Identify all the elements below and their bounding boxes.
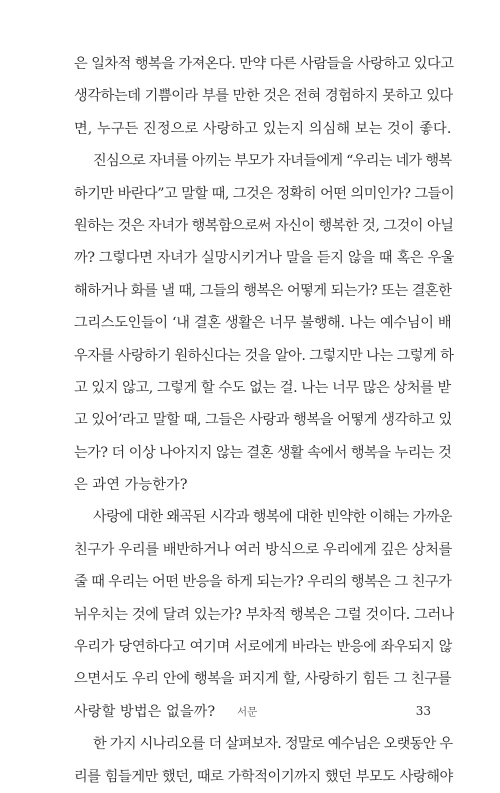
text-line: 사랑할 방법은 없을까? <box>74 703 216 720</box>
text-line: 사랑에 대한 왜곡된 시각과 행복에 대한 빈약한 이해는 가까운 <box>93 509 452 526</box>
text-line: 친구가 우리를 배반하거나 여러 방식으로 우리에게 깊은 상처를 <box>74 541 453 558</box>
text-line: 고 있어’라고 말할 때, 그들은 사랑과 행복을 어떻게 생각하고 있 <box>74 412 452 429</box>
text-line: 해하거나 화를 낼 때, 그들의 행복은 어떻게 되는가? 또는 결혼한 <box>74 282 452 299</box>
page-number: 33 <box>415 704 431 718</box>
text-line: 고 있지 않고, 그렇게 할 수도 없는 걸. 나는 너무 많은 상처를 받 <box>74 379 451 396</box>
text-line: 생각하는데 기쁨이라 부를 만한 것은 전혀 경험하지 못하고 있다 <box>74 88 453 105</box>
text-line: 줄 때 우리는 어떤 반응을 하게 되는가? 우리의 행복은 그 친구가 <box>74 574 452 591</box>
text-line: 진심으로 자녀를 아끼는 부모가 자녀들에게 “우리는 네가 행복 <box>93 153 452 170</box>
text-line: 뉘우치는 것에 달려 있는가? 부차적 행복은 그럴 것이다. 그러나 <box>74 606 454 623</box>
text-line: 우자를 사랑하기 원하신다는 것을 알아. 그렇지만 나는 그렇게 하 <box>74 347 454 364</box>
text-line: 면, 누구든 진정으로 사랑하고 있는지 의심해 보는 것이 좋다. <box>74 120 452 137</box>
text-line: 은 일차적 행복을 가져온다. 만약 다른 사람들을 사랑하고 있다고 <box>74 56 454 72</box>
text-line: 그리스도인들이 ‘내 결혼 생활은 너무 불행해. 나는 예수님이 배 <box>74 315 452 332</box>
text-line: 는가? 더 이상 나아지지 않는 결혼 생활 속에서 행복을 누리는 것 <box>74 444 452 461</box>
text-line: 까? 그렇다면 자녀가 실망시키거나 말을 듣지 않을 때 혹은 우울 <box>74 250 454 267</box>
text-line: 리를 힘들게만 했던, 때로 가학적이기까지 했던 부모도 사랑해야 <box>74 768 453 785</box>
page-footer <box>0 704 500 724</box>
text-line: 으면서도 우리 안에 행복을 퍼지게 할, 사랑하기 힘든 그 친구를 <box>74 671 452 688</box>
text-line: 하기만 바란다”고 말할 때, 그것은 정확히 어떤 의미인가? 그들이 <box>74 185 454 202</box>
text-line: 한 가지 시나리오를 더 살펴보자. 정말로 예수님은 오랫동안 우 <box>93 736 453 753</box>
body-text <box>74 48 454 793</box>
text-line: 우리가 당연하다고 여기며 서로에게 바라는 반응에 좌우되지 않 <box>74 639 453 656</box>
text-line: 은 과연 가능한가? <box>74 477 188 494</box>
running-footer-label: 서문 <box>237 706 258 718</box>
text-line: 원하는 것은 자녀가 행복함으로써 자신이 행복한 것, 그것이 아닐 <box>74 217 454 234</box>
